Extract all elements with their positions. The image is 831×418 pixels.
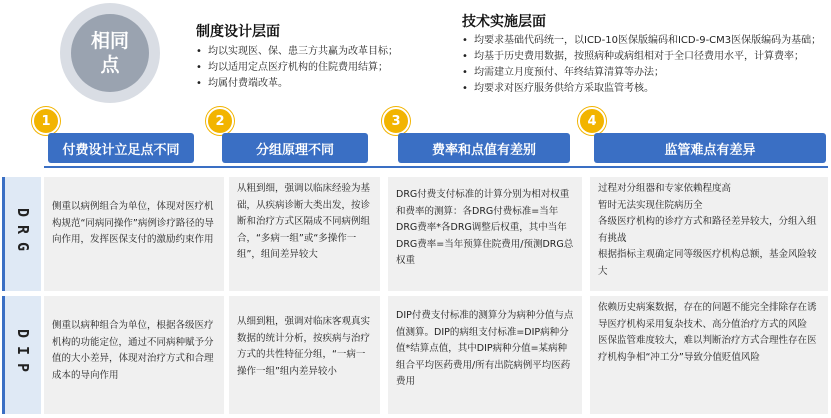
list-item: • 均属付费端改革。 [196, 76, 398, 92]
technical-implementation-title: 技术实施层面 [462, 14, 546, 30]
institution-design-title: 制度设计层面 [196, 24, 280, 40]
list-item: • 均要求对医疗服务供给方采取监管考核。 [462, 81, 821, 97]
drg-cell-grouping: 从粗到细，强调以临床经验为基础，从疾病诊断大类出发，按诊断和治疗方式区隔成不同病例组合，“多病一组”或“多操作一组”，组间差异较大 [229, 177, 380, 291]
row-label-dip-text: DIP [14, 329, 32, 381]
row-label-dip [2, 296, 41, 414]
column-header-3: 费率和点值有差别 [398, 133, 570, 163]
column-number-1: 1 [32, 107, 60, 135]
dip-cell-basis: 侧重以病种组合为单位，根据各级医疗机构的功能定位，通过不同病种赋予分值的大小差异，体现对治疗方式和合理成本的导向作用 [44, 296, 224, 414]
institution-design-list [196, 44, 398, 92]
list-item: • 均要求基础代码统一，以ICD-10医保版编码和ICD-9-CM3医保版编码为基础； [462, 33, 821, 49]
column-header-4: 监管难点有差异 [594, 133, 826, 163]
row-label-drg-text: DRG [14, 208, 32, 260]
dip-cell-supervision: 依赖历史病案数据，存在的问题不能完全排除存在诱导医疗机构采用复杂技术、高分值治疗方式的风险 医保监管难度较大，难以判断治疗方式合理性存在医疗机构争相“冲工分”导致分值贬值风险 [590, 296, 828, 414]
list-item: • 均以适用定点医疗机构的住院费用结算； [196, 60, 398, 76]
drg-cell-rate: DRG付费支付标准的计算分别为相对权重和费率的测算：各DRG付费标准=当年DRG费率*各DRG调整后权重，其中当年DRG费率=当年预算住院费用/预测DRG总权重 [388, 177, 582, 291]
drg-cell-basis: 侧重以病例组合为单位，体现对医疗机构规范“同病同操作”病例诊疗路径的导向作用，发挥医保支付的激励约束作用 [44, 177, 224, 291]
column-header-2: 分组原理不同 [222, 133, 368, 163]
dip-cell-rate: DIP付费支付标准的测算分为病种分值与点值测算。DIP的病组支付标准=DIP病种分值*结算点值，其中DIP病种分值=某病种组合平均医药费用/所有出院病例平均医药费用 [388, 296, 582, 414]
column-number-4: 4 [578, 107, 606, 135]
dip-cell-grouping: 从细到粗，强调对临床客观真实数据的统计分析，按疾病与治疗方式的共性特征分组，“一病一操作一组”组内差异较小 [229, 296, 380, 414]
column-number-2: 2 [206, 107, 234, 135]
badge-label: 相同点 [90, 30, 129, 76]
technical-implementation-list [462, 33, 821, 97]
list-item: • 均基于历史费用数据，按照病种或病组相对于全口径费用水平，计算费率； [462, 49, 821, 65]
column-number-3: 3 [382, 107, 410, 135]
column-header-1: 付费设计立足点不同 [48, 133, 194, 163]
row-label-drg [2, 177, 41, 291]
list-item: • 均需建立月度预付、年终结算清算等办法； [462, 65, 821, 81]
header-divider [44, 166, 828, 168]
common-points-badge [71, 14, 149, 92]
list-item: • 均以实现医、保、患三方共赢为改革目标； [196, 44, 398, 60]
drg-cell-supervision: 过程对分组器和专家依赖程度高 暂时无法实现住院病历全 各级医疗机构的诊疗方式和路径差异较大，分组入组有挑战 根据指标主观确定同等级医疗机构总额，基金风险较大 [590, 177, 828, 291]
